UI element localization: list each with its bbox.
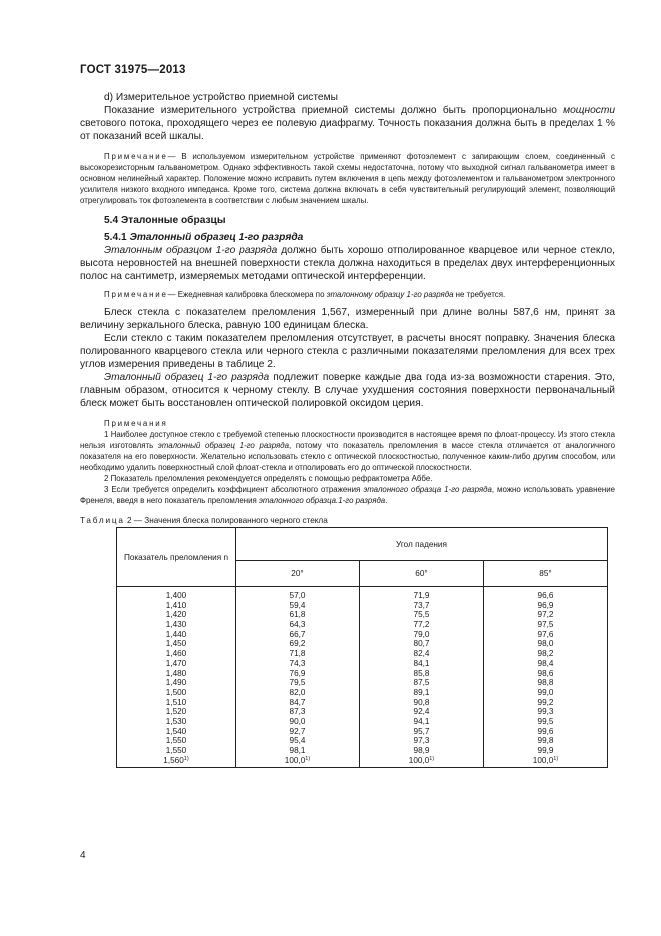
table-cell: 98,2	[537, 649, 554, 659]
table-cell: 98,0	[537, 639, 554, 649]
table-cell: 1,550	[165, 736, 187, 746]
table-cell: 82,4	[413, 649, 430, 659]
italic-run: мощности	[563, 105, 615, 116]
table-cell: 99,6	[537, 726, 554, 736]
table-cell: 97,3	[413, 736, 430, 746]
table-cell: 1,560$^{1)}$	[163, 755, 189, 765]
table-cell: 95,4	[289, 736, 306, 746]
table-cell: 74,3	[289, 658, 306, 668]
table-cell: 96,9	[537, 600, 554, 610]
table-cell: 98,9	[413, 746, 430, 755]
refractive-index-column	[117, 587, 236, 768]
footnote-mark: 1)	[183, 755, 189, 762]
table-cell: 1,510	[165, 697, 187, 707]
table-cell: 1,420	[165, 610, 187, 620]
table-cell: 1,410	[165, 600, 187, 610]
table-cell: 76,9	[289, 668, 306, 678]
note-item-3	[80, 484, 615, 506]
note-text: — Ежедневная калибровка блескомера по	[167, 290, 327, 299]
table-cell: 94,1	[413, 716, 430, 726]
column-group-angle: Угол падения	[236, 528, 608, 561]
heading-text: Эталонный образец 1-го разряда	[129, 232, 304, 243]
table-cell: 99,5	[537, 716, 554, 726]
heading-number: 5.4.1	[104, 232, 130, 243]
check-paragraph	[80, 371, 615, 410]
column-header-refractive-index: Показатель преломления n	[117, 528, 236, 587]
table-cell: 71,8	[289, 649, 306, 659]
table-cell: 92,7	[289, 726, 306, 736]
table-cell: 99,9	[537, 746, 554, 755]
note-text: — В используемом измерительном устройстве применяют фотоэлемент с запирающим слоем, соединенный с высокорезисторным гальванометром. Однако эффективность такой схемы недостаточна, потому что выходной сигнал гальванометра имеет в основном нелинейный характер. Положение можно исправить путем включения в цепь между фотоэлементом и гальванометром электронного усилителя низкого входного импеданса. Кроме того, система должна включать в себя чувствительный регулирующий элемент, позволяющий отрегулировать ток фотоэлемента в соответствии с любым значением шкалы.	[80, 152, 615, 205]
gloss-table	[116, 527, 608, 768]
footnote-mark: 1)	[553, 755, 559, 762]
note-text: 1 Наиболее доступное стекло с требуемой степенью плоскостности производится в настоящее время по флоат-процессу. Из этого стекла нельзя изготовлять	[80, 430, 615, 450]
table-cell: 1,500	[165, 687, 187, 697]
table-cell: 1,430	[165, 620, 187, 630]
footnote-mark: 1)	[305, 755, 311, 762]
table-cell: 87,3	[289, 707, 306, 717]
table-cell: 79,5	[289, 678, 306, 688]
table-cell: 92,4	[413, 707, 430, 717]
note-label: Примечание	[104, 290, 168, 299]
table-cell: 71,9	[413, 591, 430, 600]
table-cell: 84,1	[413, 658, 430, 668]
section-5-4-1-heading	[80, 231, 615, 244]
table-cell: 100,0$^{1)}$	[408, 755, 435, 765]
table-cell: 1,480	[165, 668, 187, 678]
column-header-60: 60°	[360, 561, 484, 587]
italic-run: Эталонным образцом 1-го разряда	[104, 245, 278, 256]
note-text: 3 Если требуется определить коэффициент абсолютного отражения	[104, 485, 364, 494]
table-cell: 95,7	[413, 726, 430, 736]
table-cell: 99,2	[537, 697, 554, 707]
text-run: Показание измерительного устройства приемной системы должно быть пропорционально	[104, 105, 564, 116]
note-italic: эталонному образцу 1-го разряда	[326, 290, 454, 299]
column-header-20: 20°	[236, 561, 360, 587]
table-cell: 1,530	[165, 716, 187, 726]
table-cell: 73,7	[413, 600, 430, 610]
document-body	[80, 91, 615, 768]
table-cell: 1,400	[165, 591, 187, 600]
notes-label: Примечания	[104, 419, 168, 428]
section-5-4-heading: 5.4 Эталонные образцы	[104, 215, 226, 226]
table-cell: 98,8	[537, 678, 554, 688]
text-run: подлежит поверке каждые два года из-за возможности старения. Это, главным образом, относится к черному стеклу. В случае ухудшения состояния поверхности первоначальный блеск может быть восстановлен оптической полировкой оксидом церия.	[80, 372, 615, 409]
section-d-paragraph	[80, 104, 615, 143]
table-cell: 84,7	[289, 697, 306, 707]
table-cell: 87,5	[413, 678, 430, 688]
footnote-mark: 1)	[429, 755, 435, 762]
table-cell: 98,4	[537, 658, 554, 668]
table-cell: 98,1	[289, 746, 306, 755]
column-header-85: 85°	[484, 561, 608, 587]
table-cell: 1,490	[165, 678, 187, 688]
table-cell: 1,520	[165, 707, 187, 717]
table-cell: 57,0	[289, 591, 306, 600]
table-cell: 77,2	[413, 620, 430, 630]
table-cell: 69,2	[289, 639, 306, 649]
table-cell: 96,6	[537, 591, 554, 600]
table-cell: 89,1	[413, 687, 430, 697]
note-2	[80, 289, 615, 300]
note-1	[80, 151, 615, 206]
table-cell: 97,5	[537, 620, 554, 630]
table-cell: 75,5	[413, 610, 430, 620]
table-cell: 90,0	[289, 716, 306, 726]
note-item-2: 2 Показатель преломления рекомендуется определять с помощью рефрактометра Аббе.	[104, 474, 433, 483]
text-run: должно быть хорошо отполированное кварцевое или черное стекло, высота неровностей на внешней поверхности стекла должна находиться в пределах двух интерференционных полос на сантиметр, измеряемых методами оптической интерференции.	[80, 245, 615, 282]
table-cell: 97,6	[537, 629, 554, 639]
table-cell: 97,2	[537, 610, 554, 620]
gloss-85-column	[484, 587, 608, 768]
note-text: , можно использовать уравнение Френеля, введя в него показатель преломления	[80, 485, 615, 505]
note-label: Примечание	[104, 152, 168, 161]
notes-heading	[80, 418, 615, 429]
table-cell: 1,460	[165, 649, 187, 659]
table-caption-label: Таблица	[80, 516, 125, 525]
table-cell: 1,540	[165, 726, 187, 736]
table-cell: 80,7	[413, 639, 430, 649]
table-cell: 90,8	[413, 697, 430, 707]
note-italic: эталонного образца 1-го разряда	[363, 485, 492, 494]
table-cell: 85,8	[413, 668, 430, 678]
section-5-4-1-paragraph	[80, 244, 615, 283]
table-cell: 1,450	[165, 639, 187, 649]
table-cell: 99,8	[537, 736, 554, 746]
gloss-60-column	[360, 587, 484, 768]
note-text: .	[385, 496, 388, 505]
table-cell: 61,8	[289, 610, 306, 620]
table-cell: 99,3	[537, 707, 554, 717]
table-cell: 79,0	[413, 629, 430, 639]
table-cell: 66,7	[289, 629, 306, 639]
section-d-heading: d) Измерительное устройство приемной системы	[104, 92, 338, 103]
note-italic: эталонного образца.1-го разряда	[259, 496, 386, 505]
table-cell: 82,0	[289, 687, 306, 697]
table-cell: 64,3	[289, 620, 306, 630]
table-cell: 99,0	[537, 687, 554, 697]
table-cell: 98,6	[537, 668, 554, 678]
gloss-paragraph: Блеск стекла с показателем преломления 1,567, измеренный при длине волны 587,6 нм, принят за величину зеркального блеска, равную 100 единицам блеска.	[80, 307, 615, 331]
italic-run: Эталонный образец 1-го разряда	[104, 372, 270, 383]
table-cell: 1,470	[165, 658, 187, 668]
page-number: 4	[80, 850, 86, 861]
table-cell: 100,0$^{1)}$	[532, 755, 559, 765]
table-caption	[80, 514, 615, 527]
table-cell: 1,550	[165, 746, 187, 755]
table-cell: 1,440	[165, 629, 187, 639]
table-cell: 59,4	[289, 600, 306, 610]
note-text: не требуется.	[453, 290, 506, 299]
document-header: ГОСТ 31975—2013	[80, 64, 186, 76]
table-cell: 100,0$^{1)}$	[284, 755, 311, 765]
note-text: , потому что показатель преломления в массе стекла отличается от аналогичного показателя на его поверхности. Желательно использовать стекло с оптической плоскостностью, полученное каким-либо другим способом, или необходимо удалить поверхностный слой флоат-стекла и отполировать его до оптической плоскостности.	[80, 441, 615, 472]
note-italic: эталонный образец 1-го разряда	[157, 441, 289, 450]
table-caption-text: 2 — Значения блеска полированного черного стекла	[124, 516, 328, 525]
note-item-1	[80, 429, 615, 473]
correction-paragraph: Если стекло с таким показателем преломления отсутствует, в расчеты вносят поправку. Значения блеска полированного кварцевого стекла или черного стекла с различными показателями преломления для всех трех углов измерения приведены в таблице 2.	[80, 333, 615, 370]
gloss-20-column	[236, 587, 360, 768]
text-run: светового потока, проходящего через ее полевую диафрагму. Точность показания должна быть в пределах 1 % от показаний всей шкалы.	[80, 118, 615, 142]
